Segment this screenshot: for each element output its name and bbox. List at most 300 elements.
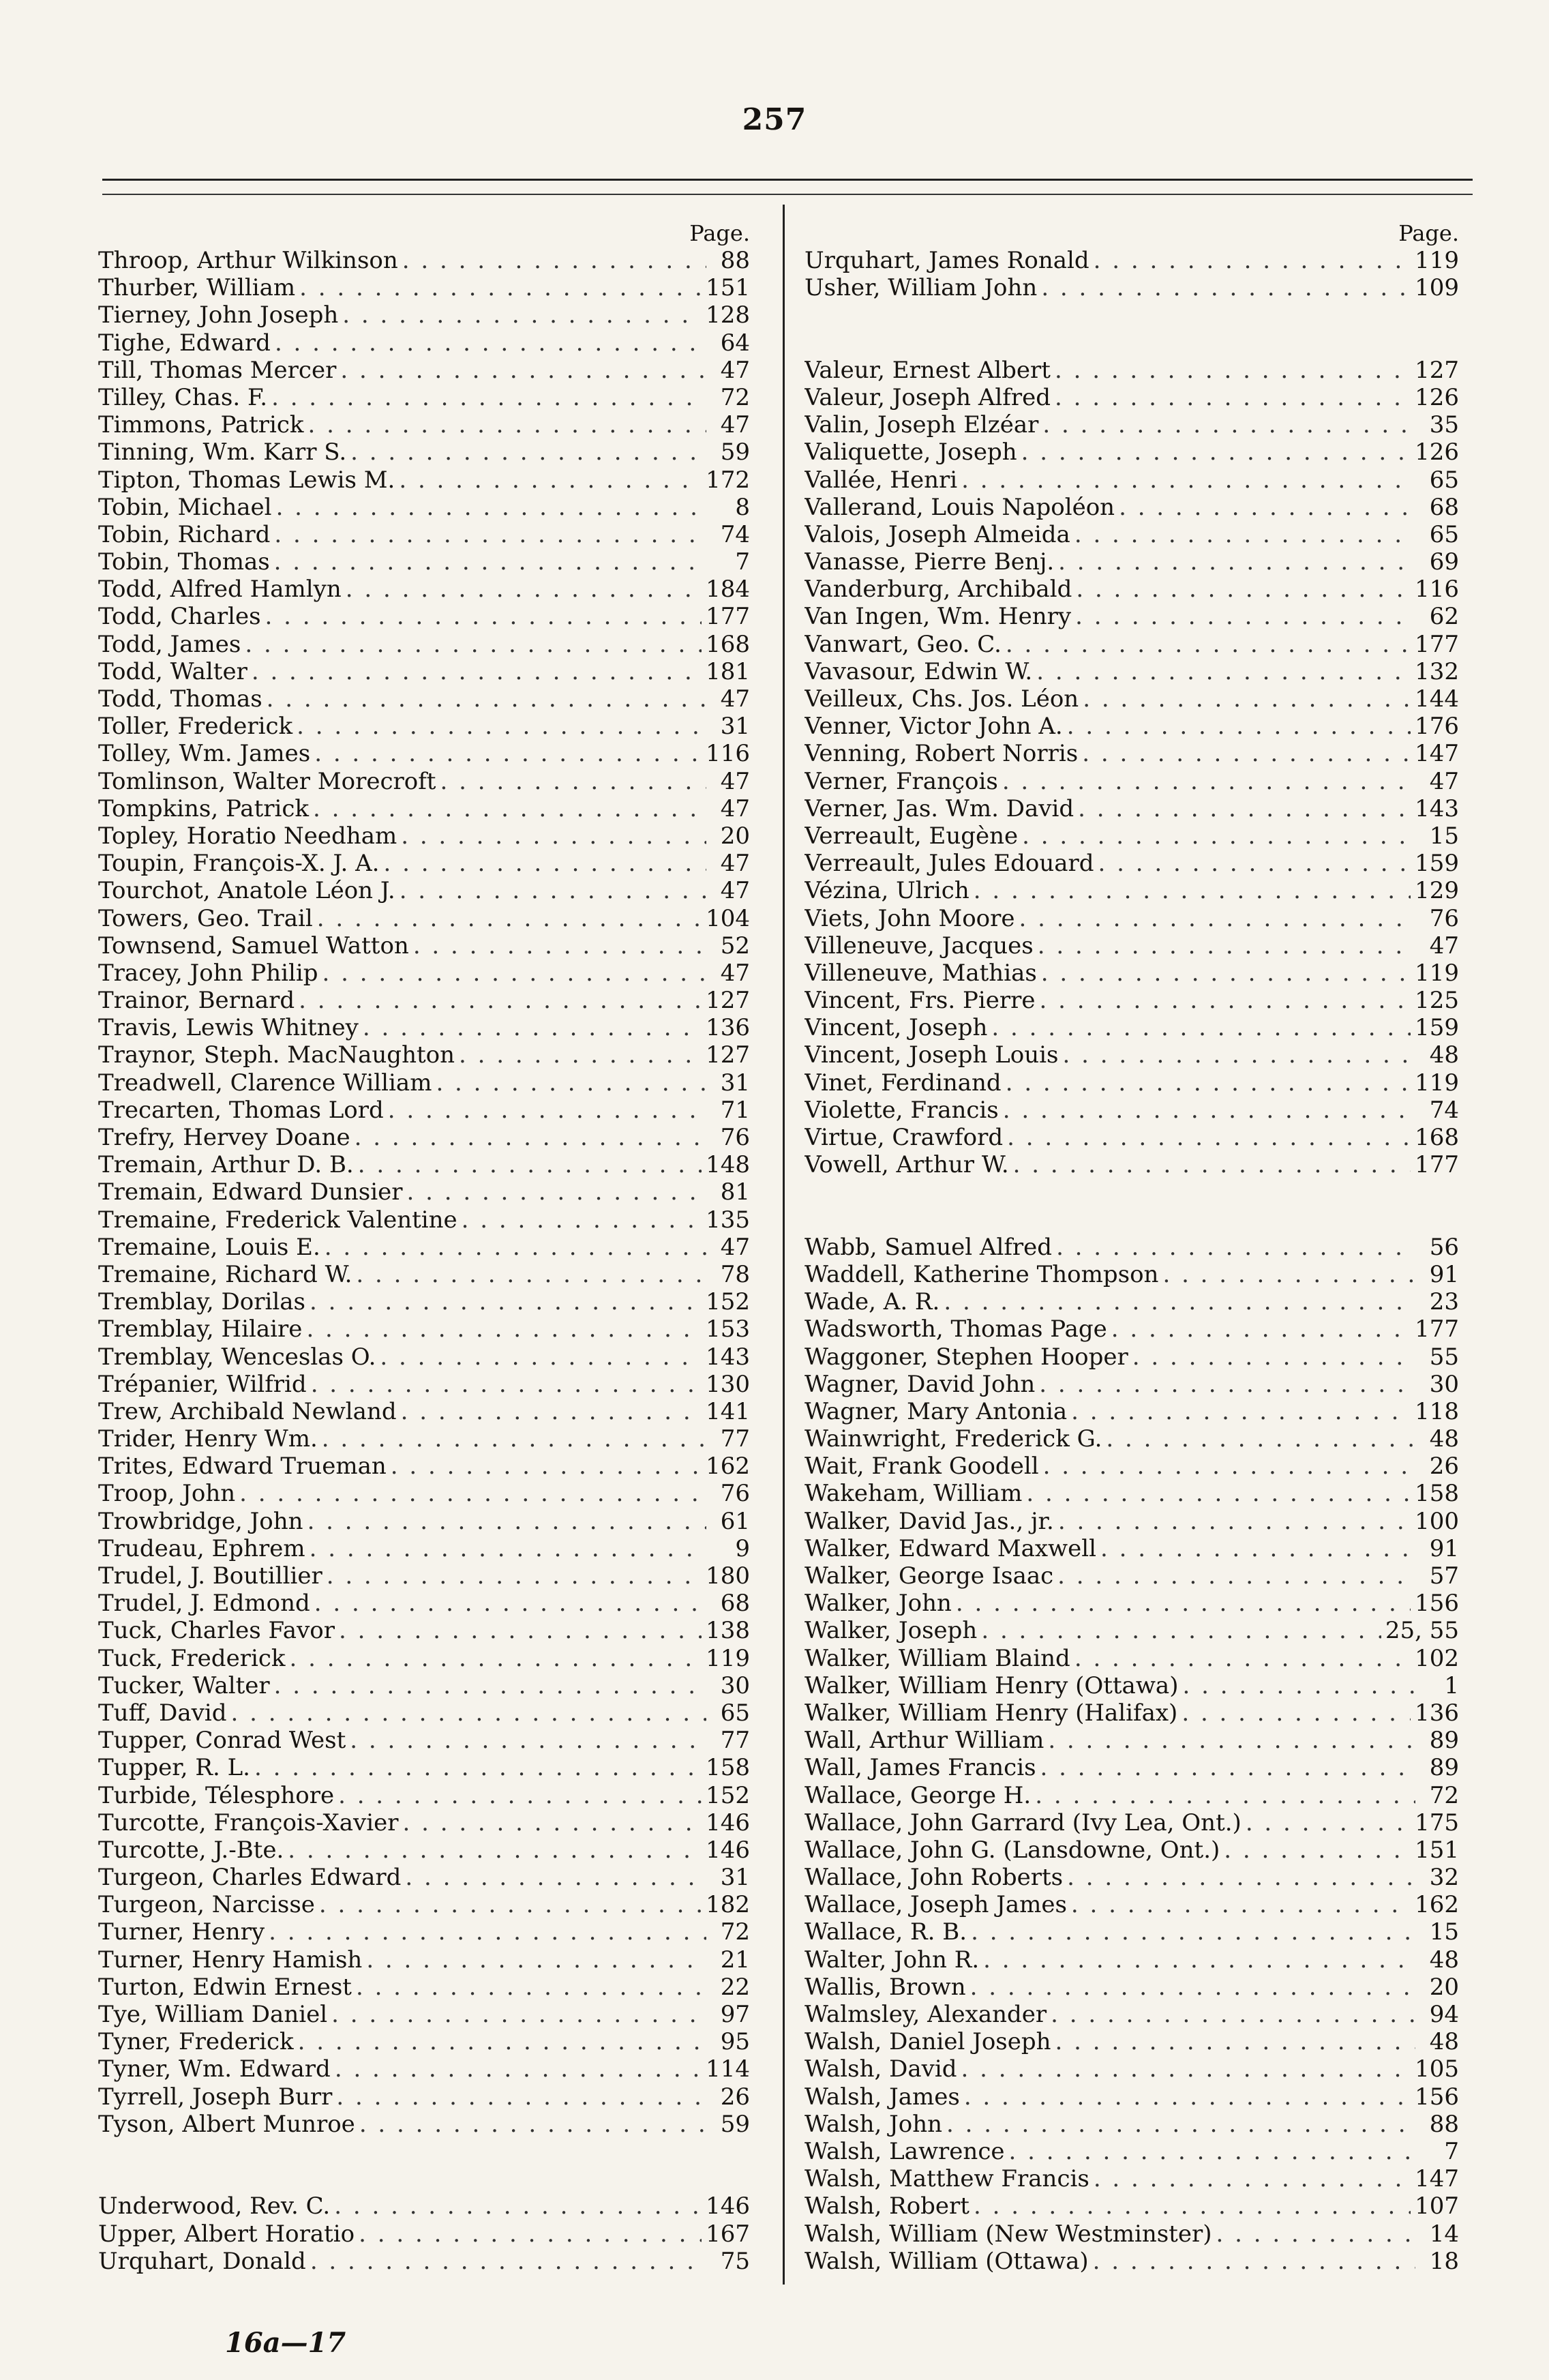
dot-leader (350, 1727, 706, 1754)
entry-name: Tremain, Edward Dunsier (98, 1178, 403, 1206)
entry-page: 91 (1429, 1534, 1459, 1562)
entry-page: 94 (1429, 2001, 1459, 2028)
entry-name: Tucker, Walter (98, 1671, 270, 1699)
index-entry (98, 1480, 750, 1507)
index-entry (804, 1315, 1459, 1343)
index-entry (98, 1151, 750, 1178)
index-entry (804, 850, 1459, 877)
entry-page: 77 (720, 1425, 750, 1453)
entry-page: 118 (1415, 1397, 1459, 1425)
index-entry (98, 713, 750, 740)
entry-name: Wakeham, William (804, 1480, 1023, 1508)
entry-name: Tye, William Daniel (98, 2001, 328, 2028)
dot-leader (974, 2192, 1411, 2220)
index-entry (804, 713, 1459, 740)
entry-page: 177 (706, 603, 750, 631)
dot-leader (964, 2083, 1411, 2111)
entry-name: Upper, Albert Horatio (98, 2220, 355, 2248)
entry-name: Tobin, Richard (98, 520, 271, 548)
entry-name: Walker, Joseph (804, 1617, 978, 1645)
index-entry (98, 603, 750, 630)
dot-leader (983, 1946, 1415, 1974)
index-entry (804, 2111, 1459, 2138)
dot-leader (252, 658, 702, 685)
entry-name: Tracey, John Philip (98, 959, 318, 987)
entry-name: Wallis, Brown (804, 1973, 966, 2001)
entry-page: 14 (1429, 2220, 1459, 2248)
index-entry (98, 1699, 750, 1727)
index-entry (804, 1069, 1459, 1097)
entry-page: 52 (720, 932, 750, 960)
entry-page: 100 (1415, 1507, 1459, 1535)
index-entry (804, 1425, 1459, 1453)
entry-name: Walsh, Robert (804, 2192, 969, 2220)
entry-page: 136 (706, 1014, 750, 1042)
entry-page: 175 (1415, 1809, 1459, 1836)
entry-page: 76 (720, 1480, 750, 1508)
entry-page: 68 (720, 1590, 750, 1618)
entry-page: 61 (720, 1507, 750, 1535)
dot-leader (401, 1398, 702, 1425)
index-entry (98, 740, 750, 767)
index-entry (804, 1645, 1459, 1672)
entry-page: 47 (1429, 767, 1459, 795)
index-entry (804, 384, 1459, 411)
entry-name: Tolley, Wm. James (98, 740, 311, 768)
entry-page: 176 (1415, 713, 1459, 741)
entry-name: Toller, Frederick (98, 713, 293, 741)
dot-leader (350, 438, 706, 466)
entry-page: 20 (1429, 1973, 1459, 2001)
dot-leader (1058, 548, 1415, 576)
entry-name: Vézina, Ulrich (804, 877, 969, 905)
entry-page: 107 (1415, 2192, 1459, 2220)
index-entry (804, 2165, 1459, 2192)
entry-name: Thurber, William (98, 274, 296, 302)
dot-leader (269, 1918, 706, 1946)
entry-page: 47 (720, 850, 750, 878)
entry-page: 55 (1429, 1343, 1459, 1371)
dot-leader (1039, 1371, 1415, 1398)
entry-page: 181 (706, 657, 750, 685)
dot-leader (288, 1836, 702, 1864)
entry-page: 88 (720, 247, 750, 274)
entry-page: 7 (1444, 2137, 1459, 2165)
entry-page: 26 (1429, 1453, 1459, 1481)
index-entry (804, 521, 1459, 548)
index-entry (98, 1124, 750, 1151)
index-entry (98, 877, 750, 904)
index-entry (804, 1097, 1459, 1124)
entry-page: 104 (706, 904, 750, 932)
entry-page: 97 (720, 2001, 750, 2028)
index-entry (98, 357, 750, 384)
index-entry (804, 1535, 1459, 1562)
index-entry (98, 384, 750, 411)
entry-page: 76 (1429, 904, 1459, 932)
entry-page: 71 (720, 1096, 750, 1124)
entry-name: Walsh, John (804, 2110, 942, 2138)
index-entry (804, 685, 1459, 713)
entry-page: 48 (1429, 1425, 1459, 1453)
dot-leader (1008, 2138, 1415, 2165)
dot-leader (274, 548, 706, 576)
entry-page: 88 (1429, 2110, 1459, 2138)
entry-name: Trefry, Hervey Doane (98, 1124, 350, 1151)
dot-leader (383, 850, 706, 877)
entry-page: 119 (1415, 959, 1459, 987)
entry-name: Walker, William Henry (Halifax) (804, 1699, 1178, 1727)
entry-page: 35 (1429, 411, 1459, 439)
entry-page: 57 (1429, 1562, 1459, 1590)
index-entry (804, 2138, 1459, 2165)
entry-name: Wadsworth, Thomas Page (804, 1315, 1107, 1343)
dot-leader (971, 1918, 1415, 1946)
index-entry (98, 1782, 750, 1809)
entry-page: 180 (706, 1562, 750, 1590)
dot-leader (334, 2192, 702, 2220)
index-entry (98, 987, 750, 1014)
dot-leader (1002, 768, 1415, 795)
entry-name: Wall, James Francis (804, 1754, 1036, 1782)
entry-page: 68 (1429, 493, 1459, 521)
entry-page: 26 (720, 2083, 750, 2111)
entry-page: 144 (1415, 685, 1459, 713)
entry-page: 1 (1444, 1671, 1459, 1699)
index-entry (804, 740, 1459, 767)
index-entry (804, 768, 1459, 795)
left-entry-list (98, 247, 750, 2275)
dot-leader (307, 1508, 706, 1535)
dot-leader (356, 1974, 706, 2001)
entry-name: Urquhart, James Ronald (804, 247, 1089, 274)
entry-page: 162 (1415, 1891, 1459, 1919)
dot-leader (325, 1234, 706, 1261)
index-entry (804, 1699, 1459, 1727)
entry-name: Vallée, Henri (804, 466, 958, 494)
entry-page: 135 (706, 1206, 750, 1234)
dot-leader (297, 713, 706, 740)
entry-name: Verreault, Eugène (804, 822, 1019, 850)
dot-leader (1074, 521, 1415, 548)
entry-page: 146 (706, 1836, 750, 1864)
entry-name: Walsh, Matthew Francis (804, 2165, 1089, 2193)
index-spacer (804, 1206, 1459, 1234)
dot-leader (335, 2055, 702, 2083)
entry-name: Todd, James (98, 630, 241, 658)
index-entry (804, 2001, 1459, 2028)
entry-name: Till, Thomas Mercer (98, 356, 337, 384)
index-entry (98, 274, 750, 301)
dot-leader (380, 1343, 702, 1371)
index-entry (804, 548, 1459, 576)
dot-leader (231, 1699, 706, 1727)
entry-name: Tomlinson, Walter Morecroft (98, 767, 436, 795)
entry-page: 15 (1429, 822, 1459, 850)
index-entry (804, 1151, 1459, 1178)
entry-name: Tyson, Albert Munroe (98, 2110, 355, 2138)
entry-page: 177 (1415, 1315, 1459, 1343)
dot-leader (1013, 1151, 1411, 1178)
index-entry (804, 960, 1459, 987)
dot-leader (275, 329, 706, 357)
entry-name: Tremblay, Wenceslas O. (98, 1343, 376, 1371)
index-entry (804, 1014, 1459, 1041)
index-entry (98, 1398, 750, 1425)
dot-leader (359, 2220, 702, 2248)
entry-page: 159 (1415, 1014, 1459, 1042)
index-entry (98, 1836, 750, 1864)
entry-name: Tilley, Chas. F. (98, 383, 268, 411)
dot-leader (991, 1014, 1411, 1041)
entry-name: Turbide, Télesphore (98, 1781, 335, 1809)
index-entry (98, 1315, 750, 1343)
entry-page: 8 (735, 493, 750, 521)
index-entry (98, 685, 750, 713)
left-column-header: Page. (689, 220, 750, 246)
right-column-header: Page. (1398, 220, 1459, 246)
entry-name: Verreault, Jules Edouard (804, 850, 1094, 878)
entry-page: 23 (1429, 1288, 1459, 1316)
dot-leader (322, 960, 706, 987)
dot-leader (327, 1562, 702, 1590)
index-entry (98, 1014, 750, 1041)
entry-name: Throop, Arthur Wilkinson (98, 247, 398, 274)
dot-leader (355, 1124, 706, 1151)
entry-name: Verner, François (804, 767, 998, 795)
entry-name: Wallace, Joseph James (804, 1891, 1067, 1919)
entry-name: Walker, David Jas., jr. (804, 1507, 1054, 1535)
entry-page: 125 (1415, 987, 1459, 1015)
dot-leader (1067, 1864, 1415, 1891)
index-entry (98, 1864, 750, 1891)
entry-page: 127 (706, 1041, 750, 1069)
dot-leader (956, 1590, 1411, 1617)
entry-page: 78 (720, 1260, 750, 1288)
dot-leader (314, 740, 702, 767)
entry-name: Venning, Robert Norris (804, 740, 1079, 768)
dot-leader (961, 2055, 1411, 2083)
dot-leader (1216, 2220, 1415, 2248)
entry-name: Violette, Francis (804, 1096, 999, 1124)
dot-leader (946, 2111, 1415, 2138)
dot-leader (1098, 850, 1411, 877)
entry-page: 156 (1415, 2083, 1459, 2111)
dot-leader (1038, 932, 1415, 960)
entry-name: Usher, William John (804, 274, 1038, 302)
index-entry (804, 1371, 1459, 1398)
entry-name: Vavasour, Edwin W. (804, 657, 1033, 685)
entry-name: Virtue, Crawford (804, 1124, 1004, 1151)
index-entry (804, 1891, 1459, 1918)
dot-leader (239, 1480, 706, 1507)
entry-page: 62 (1429, 603, 1459, 631)
entry-page: 158 (1415, 1480, 1459, 1508)
entry-name: Wallace, John Roberts (804, 1864, 1064, 1892)
entry-name: Walker, John (804, 1590, 952, 1618)
entry-page: 152 (706, 1288, 750, 1316)
right-index-column (804, 220, 1459, 2275)
entry-page: 65 (720, 1699, 750, 1727)
index-entry (98, 1672, 750, 1699)
dot-leader (1035, 1782, 1415, 1809)
entry-name: Turner, Henry (98, 1918, 265, 1946)
entry-name: Wallace, George H. (804, 1781, 1032, 1809)
index-spacer (98, 2165, 750, 2192)
entry-name: Walsh, David (804, 2055, 957, 2083)
entry-name: Trépanier, Wilfrid (98, 1370, 307, 1398)
dot-leader (245, 631, 702, 658)
index-entry (804, 1480, 1459, 1507)
signature-mark: 16a—17 (225, 2327, 346, 2359)
entry-name: Vanwart, Geo. C. (804, 630, 1002, 658)
entry-page: 72 (720, 1918, 750, 1946)
index-entry (804, 1617, 1459, 1644)
index-entry (804, 2083, 1459, 2111)
index-entry (804, 1782, 1459, 1809)
index-entry (804, 1672, 1459, 1699)
index-entry (98, 960, 750, 987)
index-entry (98, 1508, 750, 1535)
dot-leader (1224, 1836, 1411, 1864)
entry-page: 172 (706, 466, 750, 494)
index-entry (98, 2001, 750, 2028)
entry-page: 89 (1429, 1754, 1459, 1782)
index-entry (804, 987, 1459, 1014)
dot-leader (342, 301, 702, 329)
entry-page: 59 (720, 438, 750, 466)
index-entry (98, 1535, 750, 1562)
index-entry (98, 1425, 750, 1453)
entry-page: 47 (720, 959, 750, 987)
index-entry (98, 768, 750, 795)
index-entry (98, 1178, 750, 1206)
dot-leader (1055, 2028, 1415, 2055)
dot-leader (346, 576, 702, 603)
dot-leader (314, 1590, 706, 1617)
index-entry (98, 1974, 750, 2001)
entry-name: Trowbridge, John (98, 1507, 303, 1535)
dot-leader (436, 1069, 706, 1097)
entry-name: Towers, Geo. Trail (98, 904, 313, 932)
entry-name: Veilleux, Chs. Jos. Léon (804, 685, 1079, 713)
index-entry (804, 1974, 1459, 2001)
index-entry (98, 411, 750, 438)
entry-page: 30 (720, 1671, 750, 1699)
dot-leader (339, 1617, 702, 1644)
entry-page: 47 (720, 794, 750, 822)
entry-page: 47 (720, 685, 750, 713)
index-entry (804, 658, 1459, 685)
index-entry (98, 850, 750, 877)
entry-page: 127 (1415, 356, 1459, 384)
dot-leader (961, 466, 1415, 494)
entry-name: Walker, Edward Maxwell (804, 1534, 1097, 1562)
dot-leader (1055, 357, 1411, 384)
dot-leader (1162, 1261, 1415, 1288)
dot-leader (356, 1261, 706, 1288)
dot-leader (1132, 1343, 1415, 1371)
entry-page: 182 (706, 1891, 750, 1919)
index-entry (98, 932, 750, 960)
entry-page: 30 (1429, 1370, 1459, 1398)
index-entry (98, 2220, 750, 2248)
entry-page: 128 (706, 301, 750, 329)
dot-leader (1182, 1699, 1411, 1727)
entry-name: Toupin, François-X. J. A. (98, 850, 380, 878)
entry-page: 119 (706, 1644, 750, 1672)
entry-page: 72 (1429, 1781, 1459, 1809)
dot-leader (1106, 1425, 1415, 1453)
dot-leader (1026, 1480, 1411, 1507)
index-entry (804, 466, 1459, 494)
entry-page: 136 (1415, 1699, 1459, 1727)
dot-leader (1022, 822, 1415, 850)
entry-name: Walter, John R. (804, 1946, 980, 1974)
dot-leader (981, 1617, 1381, 1644)
entry-name: Vinet, Ferdinand (804, 1069, 1002, 1097)
dot-leader (336, 2083, 706, 2111)
entry-name: Venner, Victor John A. (804, 713, 1063, 741)
dot-leader (322, 1425, 706, 1453)
dot-leader (1078, 795, 1411, 822)
dot-leader (1041, 274, 1411, 301)
entry-page: 159 (1415, 850, 1459, 878)
entry-page: 143 (1415, 794, 1459, 822)
entry-name: Verner, Jas. Wm. David (804, 794, 1074, 822)
index-spacer (804, 329, 1459, 357)
entry-name: Topley, Horatio Needham (98, 822, 397, 850)
entry-page: 47 (720, 877, 750, 905)
entry-name: Wait, Frank Goodell (804, 1453, 1039, 1481)
entry-name: Vowell, Arthur W. (804, 1151, 1009, 1179)
index-entry (804, 1836, 1459, 1864)
index-entry (804, 1809, 1459, 1836)
entry-page: 158 (706, 1754, 750, 1782)
entry-page: 168 (1415, 1124, 1459, 1151)
entry-name: Tompkins, Patrick (98, 794, 310, 822)
entry-page: 151 (1415, 1836, 1459, 1864)
index-entry (98, 1918, 750, 1946)
entry-name: Vanderburg, Archibald (804, 576, 1072, 604)
entry-page: 47 (1429, 932, 1459, 960)
index-entry (98, 658, 750, 685)
dot-leader (308, 411, 706, 438)
entry-name: Walsh, James (804, 2083, 960, 2111)
entry-page: 177 (1415, 630, 1459, 658)
index-entry (804, 877, 1459, 904)
dot-leader (310, 1288, 702, 1315)
dot-leader (413, 932, 706, 960)
entry-page: 69 (1429, 548, 1459, 576)
entry-name: Walker, William Blaind (804, 1644, 1070, 1672)
entry-name: Wagner, David John (804, 1370, 1036, 1398)
dot-leader (1067, 713, 1411, 740)
dot-leader (1019, 905, 1415, 932)
index-entry (804, 274, 1459, 301)
index-entry (98, 1234, 750, 1261)
entry-name: Tighe, Edward (98, 329, 271, 357)
index-entry (98, 905, 750, 932)
index-entry (98, 1617, 750, 1644)
index-entry (98, 1288, 750, 1315)
index-entry (804, 2055, 1459, 2083)
index-entry (98, 1562, 750, 1590)
dot-leader (310, 1535, 706, 1562)
entry-page: 75 (720, 2247, 750, 2275)
entry-name: Valeur, Ernest Albert (804, 356, 1051, 384)
entry-name: Tremaine, Frederick Valentine (98, 1206, 457, 1234)
